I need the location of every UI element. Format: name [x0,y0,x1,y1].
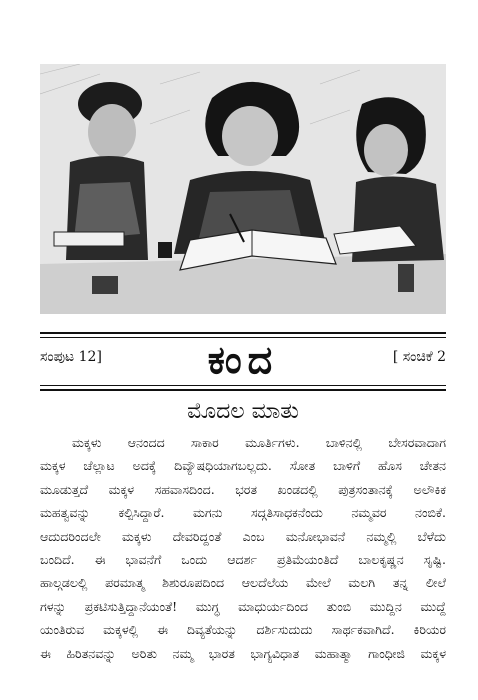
volume-number: ಸಂಪುಟ 12] [40,349,102,365]
illustration-drawing [40,64,446,314]
magazine-title: ಕಂದ [207,338,279,382]
masthead [40,340,446,384]
article-line: ಆದುದರಿಂದಲೇ ಮಕ್ಕಳು ದೇವರಿದ್ದಂತೆ ಎಂಬ ಮನೋಭಾವನೆ ನಮ್ಮಲ್ಲಿ ಬೆಳೆದು [40,528,446,544]
issue-number: [ ಸಂಚಿಕೆ 2 [392,349,446,365]
article-line: ಹಾಲ್ಗಡಲಲ್ಲಿ ಪರಮಾತ್ಮ ಶಿಶುರೂಪದಿಂದ ಆಲದೆಲೆಯ ಮೇಲೆ ಮಲಗಿ ತನ್ನ ಲೀಲೆ [40,575,446,591]
article-line: ಮಹತ್ವವನ್ನು ಕಲ್ಪಿಸಿದ್ದಾರೆ. ಮಗನು ಸದ್ಗತಿಸಾಧಕನೆಂದು ನಮ್ಮವರ ನಂಬಿಕೆ. [40,505,446,521]
article-line: ಈ ಹಿರಿತನವನ್ನು ಅರಿತು ನಮ್ಮ ಭಾರತ ಭಾಗ್ಯವಿಧಾತ ಮಹಾತ್ಮಾ ಗಾಂಧೀಜಿ ಮಕ್ಕಳ [40,645,446,661]
article-line: ಯಂತಿರುವ ಮಕ್ಕಳಲ್ಲಿ ಈ ದಿವ್ಯತೆಯನ್ನು ದರ್ಶಿಸುದುದು ಸಾರ್ಥಕವಾಗಿದೆ. ಕಿರಿಯರ [40,622,446,638]
children-writing-illustration [40,64,446,314]
article-line: ಮೂಡುತ್ತದೆ ಮಕ್ಕಳ ಸಹವಾಸದಿಂದ. ಭರತ ಖಂಡದಲ್ಲಿ ಪುತ್ರಸಂತಾನಕ್ಕೆ ಅಲೌಕಿಕ [40,481,446,497]
article-heading: ಮೊದಲ ಮಾತು [187,399,299,424]
masthead-bottom-rule-thin [40,385,446,386]
masthead-bottom-rule-thick [40,389,446,391]
article-body [40,431,446,665]
article-line: ಮಕ್ಕಳು ಆನಂದದ ಸಾಕಾರ ಮೂರ್ತಿಗಳು. ಬಾಳಿನಲ್ಲಿ ಬೇಸರವಾದಾಗ [72,435,446,450]
masthead-top-rule-thick [40,332,446,334]
article-line: ಗಳನ್ನು ಪ್ರಕಟಿಸುತ್ತಿದ್ದಾನೆಯಂತೆ! ಮುಗ್ಧ ಮಾಧುರ್ಯದಿಂದ ತುಂಬಿ ಮುದ್ದಿನ ಮುದ್ದೆ [40,598,446,614]
article-line: ಮಕ್ಕಳ ಚೆಲ್ಲಾಟ ಅದಕ್ಕೆ ದಿವ್ಯೌಷಧಿಯಾಗಬಲ್ಲದು. ಸೋತ ಬಾಳಿಗೆ ಹೊಸ ಚೇತನ [40,458,446,474]
article-line: ಬಂದಿದೆ. ಈ ಭಾವನೆಗೆ ಒಂದು ಆದರ್ಶ ಪ್ರತಿಮೆಯಂತಿದೆ ಬಾಲಕೃಷ್ಣನ ಸೃಷ್ಟಿ. [40,552,446,568]
